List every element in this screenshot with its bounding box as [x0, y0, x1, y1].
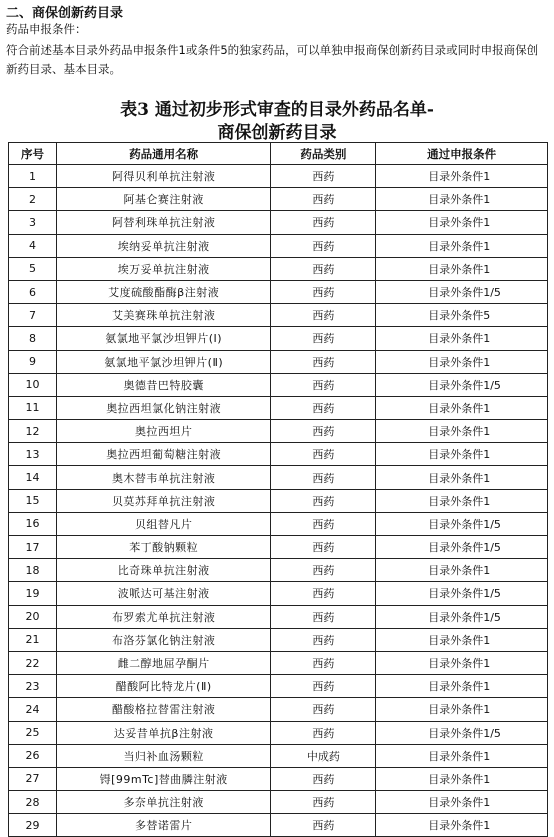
- table-row: [9, 188, 548, 211]
- row-condition: 目录外条件1: [376, 211, 548, 234]
- row-condition: 目录外条件1/5: [376, 536, 548, 559]
- row-condition: 目录外条件1: [376, 396, 548, 419]
- table-row: [9, 466, 548, 489]
- row-condition: 目录外条件1: [376, 234, 548, 257]
- table-row: [9, 327, 548, 350]
- application-label: 药品申报条件：: [6, 22, 87, 36]
- row-no: 7: [9, 304, 57, 327]
- row-drug-name: 比奇珠单抗注射液: [56, 559, 271, 582]
- row-condition: 目录外条件5: [376, 304, 548, 327]
- row-no: 9: [9, 350, 57, 373]
- header-no: 序号: [9, 143, 57, 165]
- row-drug-name: 多奈单抗注射液: [56, 791, 271, 814]
- row-drug-name: 布罗索尤单抗注射液: [56, 605, 271, 628]
- row-drug-name: 贝莫苏拜单抗注射液: [56, 489, 271, 512]
- row-drug-type: 西药: [271, 234, 376, 257]
- row-drug-type: 西药: [271, 396, 376, 419]
- row-drug-type: 西药: [271, 767, 376, 790]
- row-condition: 目录外条件1: [376, 767, 548, 790]
- row-condition: 目录外条件1/5: [376, 582, 548, 605]
- row-drug-type: 西药: [271, 675, 376, 698]
- row-drug-type: 西药: [271, 280, 376, 303]
- row-condition: 目录外条件1: [376, 327, 548, 350]
- row-no: 6: [9, 280, 57, 303]
- table-row: [9, 489, 548, 512]
- row-condition: 目录外条件1: [376, 675, 548, 698]
- row-condition: 目录外条件1: [376, 651, 548, 674]
- row-drug-name: 波哌达可基注射液: [56, 582, 271, 605]
- row-condition: 目录外条件1: [376, 350, 548, 373]
- row-no: 13: [9, 443, 57, 466]
- table-row: [9, 651, 548, 674]
- row-drug-type: 西药: [271, 257, 376, 280]
- row-condition: 目录外条件1/5: [376, 373, 548, 396]
- row-drug-name: 奥拉西坦氯化钠注射液: [56, 396, 271, 419]
- header-drug-name: 药品通用名称: [56, 143, 271, 165]
- application-text: 符合前述基本目录外药品申报条件1或条件5的独家药品，可以单独申报商保创新药目录或同时申报商保创新药目录、基本目录。: [6, 43, 539, 76]
- row-drug-name: 醋酸格拉替雷注射液: [56, 698, 271, 721]
- row-no: 15: [9, 489, 57, 512]
- row-drug-name: 醋酸阿比特龙片(Ⅱ): [56, 675, 271, 698]
- row-no: 3: [9, 211, 57, 234]
- row-drug-type: 西药: [271, 536, 376, 559]
- row-condition: 目录外条件1: [376, 559, 548, 582]
- row-drug-type: 西药: [271, 327, 376, 350]
- table-row: [9, 559, 548, 582]
- table-row: [9, 420, 548, 443]
- row-no: 24: [9, 698, 57, 721]
- row-condition: 目录外条件1: [376, 466, 548, 489]
- table-row: [9, 512, 548, 535]
- row-drug-type: 西药: [271, 628, 376, 651]
- row-condition: 目录外条件1: [376, 443, 548, 466]
- table-row: [9, 675, 548, 698]
- row-drug-type: 西药: [271, 188, 376, 211]
- row-no: 16: [9, 512, 57, 535]
- row-condition: 目录外条件1: [376, 791, 548, 814]
- table-row: [9, 350, 548, 373]
- row-drug-name: 奥德昔巴特胶囊: [56, 373, 271, 396]
- table-row: [9, 582, 548, 605]
- row-condition: 目录外条件1/5: [376, 721, 548, 744]
- table-row: [9, 767, 548, 790]
- row-condition: 目录外条件1: [376, 257, 548, 280]
- row-no: 27: [9, 767, 57, 790]
- row-drug-type: 西药: [271, 466, 376, 489]
- row-drug-type: 西药: [271, 814, 376, 837]
- row-condition: 目录外条件1: [376, 188, 548, 211]
- row-drug-type: 西药: [271, 350, 376, 373]
- row-drug-type: 西药: [271, 373, 376, 396]
- table-row: [9, 211, 548, 234]
- table-row: [9, 304, 548, 327]
- row-drug-name: 奥拉西坦片: [56, 420, 271, 443]
- row-drug-type: 西药: [271, 512, 376, 535]
- row-no: 1: [9, 165, 57, 188]
- row-no: 5: [9, 257, 57, 280]
- row-drug-type: 西药: [271, 420, 376, 443]
- table-row: [9, 791, 548, 814]
- row-drug-name: 阿替利珠单抗注射液: [56, 211, 271, 234]
- row-drug-type: 西药: [271, 651, 376, 674]
- row-drug-type: 西药: [271, 304, 376, 327]
- row-drug-name: 布洛芬氯化钠注射液: [56, 628, 271, 651]
- row-no: 10: [9, 373, 57, 396]
- table-row: [9, 721, 548, 744]
- row-no: 22: [9, 651, 57, 674]
- row-drug-type: 中成药: [271, 744, 376, 767]
- section-heading: 二、商保创新药目录: [6, 6, 124, 21]
- row-drug-type: 西药: [271, 165, 376, 188]
- row-condition: 目录外条件1: [376, 489, 548, 512]
- row-no: 4: [9, 234, 57, 257]
- drug-list-table: [8, 142, 548, 837]
- table-row: [9, 443, 548, 466]
- row-condition: 目录外条件1: [376, 420, 548, 443]
- row-drug-name: 锝[99mTc]替曲膦注射液: [56, 767, 271, 790]
- table-row: [9, 536, 548, 559]
- row-drug-name: 阿得贝利单抗注射液: [56, 165, 271, 188]
- row-drug-type: 西药: [271, 605, 376, 628]
- row-drug-type: 西药: [271, 698, 376, 721]
- row-drug-name: 艾美赛珠单抗注射液: [56, 304, 271, 327]
- row-no: 29: [9, 814, 57, 837]
- row-no: 19: [9, 582, 57, 605]
- table-title-line2: 商保创新药目录: [217, 123, 337, 143]
- row-no: 25: [9, 721, 57, 744]
- row-no: 26: [9, 744, 57, 767]
- row-drug-type: 西药: [271, 791, 376, 814]
- row-drug-name: 氨氯地平氯沙坦钾片(Ⅰ): [56, 327, 271, 350]
- row-no: 23: [9, 675, 57, 698]
- row-condition: 目录外条件1: [376, 628, 548, 651]
- table-row: [9, 257, 548, 280]
- row-drug-type: 西药: [271, 489, 376, 512]
- row-condition: 目录外条件1: [376, 165, 548, 188]
- row-drug-type: 西药: [271, 211, 376, 234]
- row-drug-type: 西药: [271, 559, 376, 582]
- table-row: [9, 165, 548, 188]
- table-header-row: [9, 143, 548, 165]
- table-row: [9, 373, 548, 396]
- row-drug-name: 贝组替凡片: [56, 512, 271, 535]
- row-condition: 目录外条件1: [376, 814, 548, 837]
- table-title-line1: 表3 通过初步形式审查的目录外药品名单-: [120, 100, 434, 120]
- table-row: [9, 628, 548, 651]
- row-drug-type: 西药: [271, 721, 376, 744]
- table-row: [9, 814, 548, 837]
- row-no: 8: [9, 327, 57, 350]
- row-drug-name: 苯丁酸钠颗粒: [56, 536, 271, 559]
- row-no: 12: [9, 420, 57, 443]
- table-row: [9, 234, 548, 257]
- row-drug-name: 多替诺雷片: [56, 814, 271, 837]
- row-condition: 目录外条件1/5: [376, 605, 548, 628]
- row-condition: 目录外条件1: [376, 744, 548, 767]
- table-row: [9, 396, 548, 419]
- row-no: 18: [9, 559, 57, 582]
- row-condition: 目录外条件1: [376, 698, 548, 721]
- row-drug-name: 雌二醇地屈孕酮片: [56, 651, 271, 674]
- row-drug-name: 奥木替韦单抗注射液: [56, 466, 271, 489]
- row-no: 11: [9, 396, 57, 419]
- row-drug-name: 埃万妥单抗注射液: [56, 257, 271, 280]
- row-condition: 目录外条件1/5: [376, 280, 548, 303]
- table-row: [9, 698, 548, 721]
- table-row: [9, 744, 548, 767]
- row-no: 2: [9, 188, 57, 211]
- row-no: 20: [9, 605, 57, 628]
- table-row: [9, 280, 548, 303]
- table-row: [9, 605, 548, 628]
- row-no: 28: [9, 791, 57, 814]
- row-drug-type: 西药: [271, 582, 376, 605]
- row-drug-name: 阿基仑赛注射液: [56, 188, 271, 211]
- row-no: 21: [9, 628, 57, 651]
- header-drug-type: 药品类别: [271, 143, 376, 165]
- row-drug-name: 艾度硫酸酯酶β注射液: [56, 280, 271, 303]
- row-drug-name: 当归补血汤颗粒: [56, 744, 271, 767]
- row-condition: 目录外条件1/5: [376, 512, 548, 535]
- row-no: 14: [9, 466, 57, 489]
- row-drug-name: 氨氯地平氯沙坦钾片(Ⅱ): [56, 350, 271, 373]
- row-drug-type: 西药: [271, 443, 376, 466]
- header-condition: 通过申报条件: [376, 143, 548, 165]
- row-drug-name: 埃纳妥单抗注射液: [56, 234, 271, 257]
- row-no: 17: [9, 536, 57, 559]
- row-drug-name: 奥拉西坦葡萄糖注射液: [56, 443, 271, 466]
- row-drug-name: 达妥昔单抗β注射液: [56, 721, 271, 744]
